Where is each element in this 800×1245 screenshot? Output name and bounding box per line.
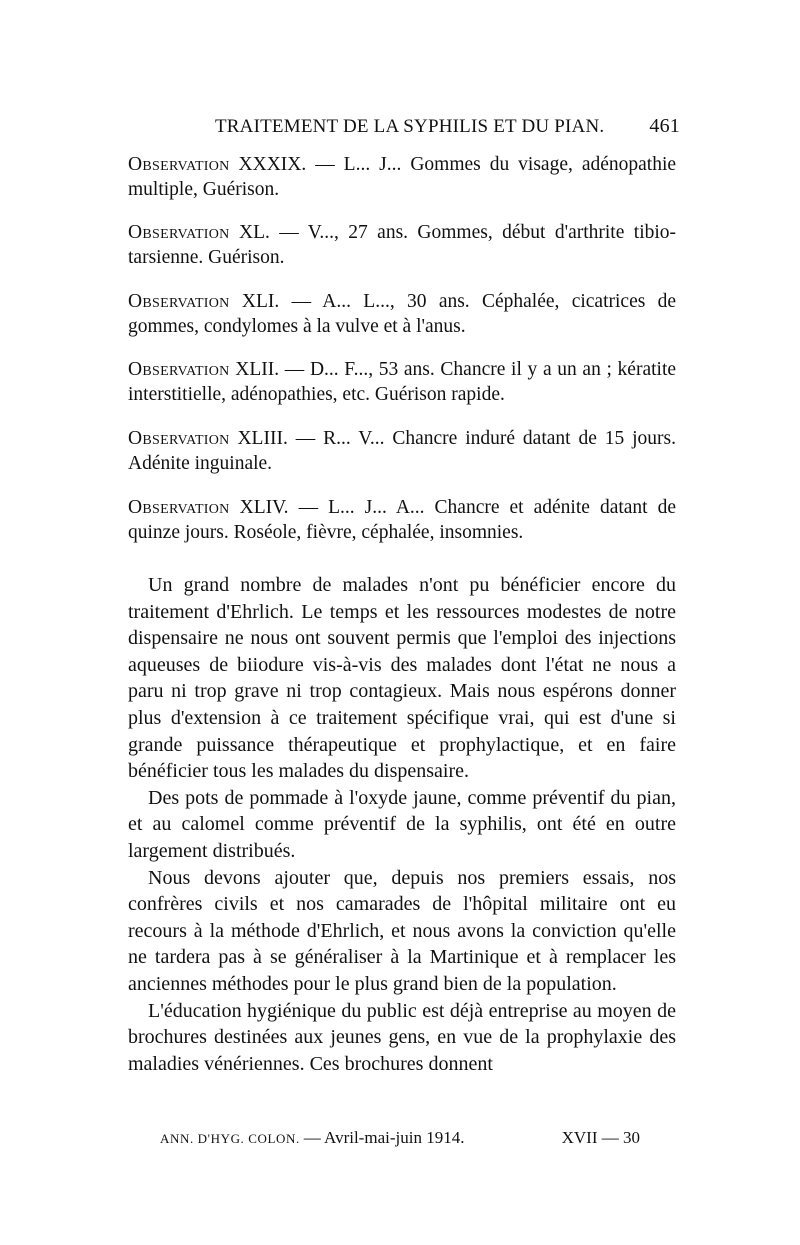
observation-number: XLI.	[241, 291, 280, 312]
observation-number: XLII.	[235, 359, 280, 380]
observation-text: — L... J... A... Chancre et adénite datant de quinze jours. Roséole, fièvre, céphalée, insomnies.	[128, 497, 677, 543]
observation-text: — V..., 27 ans. Gommes, début d'arthrite tibio-tarsienne. Guérison.	[128, 222, 677, 268]
header-title: TRAITEMENT DE LA SYPHILIS ET DU PIAN.	[215, 116, 605, 137]
observation-label: Observation	[128, 497, 230, 518]
running-header	[215, 115, 680, 138]
observation-label: Observation	[128, 222, 230, 243]
observation-42	[128, 357, 676, 407]
observation-label: Observation	[128, 291, 230, 312]
observation-number: XLIV.	[239, 497, 289, 518]
page-footer	[160, 1128, 640, 1148]
signature-mark: XVII — 30	[561, 1128, 640, 1147]
observation-44	[128, 495, 676, 545]
observation-number: XLIII.	[237, 428, 288, 449]
observation-41	[128, 289, 676, 339]
paragraph: Des pots de pommade à l'oxyde jaune, comme préventif du pian, et au calomel comme préventif de la syphilis, ont été en outre largement distribués.	[128, 786, 676, 862]
observation-39	[128, 152, 676, 202]
observation-text: — L... J... Gommes du visage, adénopathie multiple, Guérison.	[128, 154, 677, 200]
observation-40	[128, 220, 676, 270]
observation-text: — D... F..., 53 ans. Chancre il y a un an ; kératite interstitielle, adénopathies, etc. Guérison rapide.	[128, 359, 677, 405]
observation-label: Observation	[128, 154, 230, 175]
observation-text: — R... V... Chancre induré datant de 15 jours. Adénite inguinale.	[128, 428, 676, 474]
observation-label: Observation	[128, 428, 230, 449]
observation-number: XL.	[238, 222, 270, 243]
paragraph: Un grand nombre de malades n'ont pu bénéficier encore du traitement d'Ehrlich. Le temps et les ressources modestes de notre dispensaire ne nous ont souvent permis que l'emploi des injections aqueuses de biiodure vis-à-vis des malades dont l'état ne nous a paru ni trop grave ni trop contagieux. Mais nous espérons donner plus d'extension à ce traitement spécifique vrai, qui est d'une si grande puissance thérapeutique et prophylactique, et en faire bénéficier tous les malades du dispensaire.	[128, 574, 676, 783]
paragraph: Nous devons ajouter que, depuis nos premiers essais, nos confrères civils et nos camarades de l'hôpital militaire ont eu recours à la méthode d'Ehrlich, et nous avons la conviction qu'elle ne tardera pas à se généraliser à la Martinique et à remplacer les anciennes méthodes pour le plus grand bien de la population.	[128, 866, 676, 995]
journal-date: — Avril-mai-juin 1914.	[303, 1128, 465, 1147]
observation-43	[128, 426, 676, 476]
paragraph: L'éducation hygiénique du public est déjà entreprise au moyen de brochures destinées aux jeunes gens, en vue de la prophylaxie des maladies vénériennes. Ces brochures donnent	[128, 999, 676, 1075]
journal-reference	[160, 1128, 464, 1148]
body-text	[128, 572, 676, 1077]
observation-number: XXXIX.	[238, 154, 307, 175]
observation-label: Observation	[128, 359, 230, 380]
journal-name: ANN. D'HYG. COLON.	[160, 1131, 300, 1146]
observation-text: — A... L..., 30 ans. Céphalée, cicatrices de gommes, condylomes à la vulve et à l'anus.	[128, 291, 677, 337]
page-number: 461	[649, 115, 680, 137]
